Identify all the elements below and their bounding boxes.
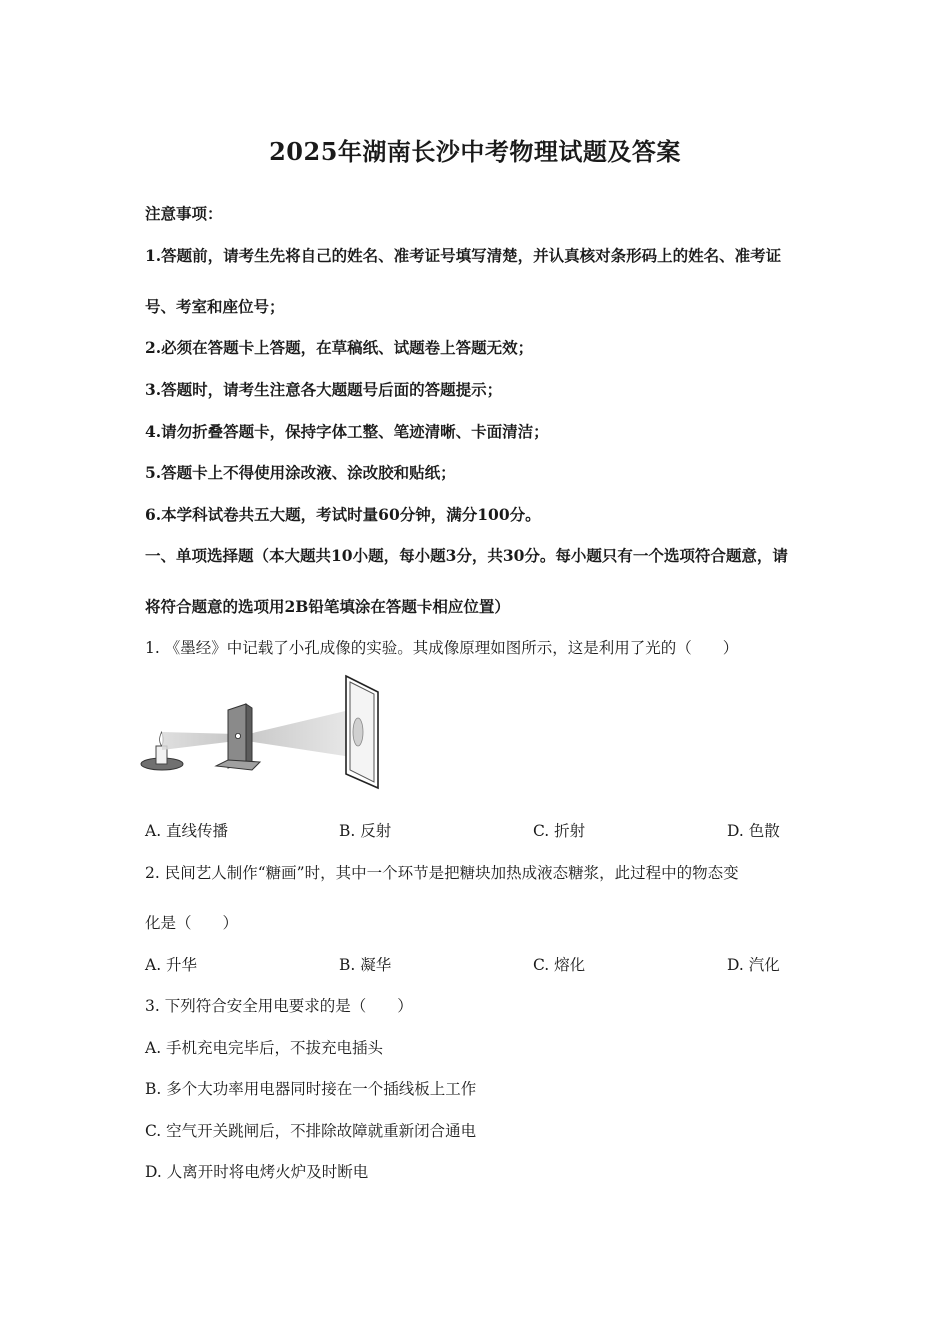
question-3-option-d: D. 人离开时将电烤火炉及时断电 — [145, 1163, 369, 1181]
question-2-option-c: C. 熔化 — [533, 956, 586, 974]
light-beam-left — [162, 732, 236, 750]
question-2-stem-cont: 化是（ ） — [145, 914, 239, 932]
question-3-option-a: A. 手机充电完毕后，不拔充电插头 — [145, 1039, 384, 1057]
question-1-option-d: D. 色散 — [727, 822, 780, 840]
section-1-heading: 一、单项选择题（本大题共10小题，每小题3分，共30分。每小题只有一个选项符合题意，请 — [145, 546, 788, 565]
question-3-option-b: B. 多个大功率用电器同时接在一个插线板上工作 — [145, 1080, 477, 1098]
question-2-option-d: D. 汽化 — [727, 956, 780, 974]
notice-item-1-cont: 号、考室和座位号； — [145, 297, 285, 316]
board-stand — [216, 760, 260, 770]
question-3-option-c: C. 空气开关跳闸后，不排除故障就重新闭合通电 — [145, 1122, 477, 1140]
inverted-image — [353, 718, 363, 746]
pinhole-camera-figure — [140, 670, 390, 792]
notice-item-4: 4.请勿折叠答题卡，保持字体工整、笔迹清晰、卡面清洁； — [145, 422, 549, 441]
question-2-option-b: B. 凝华 — [339, 956, 392, 974]
notice-item-6: 6.本学科试卷共五大题，考试时量60分钟，满分100分。 — [145, 505, 541, 524]
section-1-heading-cont: 将符合题意的选项用2B铅笔填涂在答题卡相应位置） — [145, 597, 510, 616]
question-1-option-a: A. 直线传播 — [145, 822, 229, 840]
pinhole — [235, 733, 240, 738]
notice-item-3: 3.答题时，请考生注意各大题题号后面的答题提示； — [145, 380, 503, 399]
notice-item-1: 1.答题前，请考生先将自己的姓名、准考证号填写清楚，并认真核对条形码上的姓名、准考证 — [145, 246, 782, 265]
document-title: 2025年湖南长沙中考物理试题及答案 — [269, 137, 681, 166]
question-3-stem: 3. 下列符合安全用电要求的是（ ） — [145, 997, 413, 1015]
question-1-stem: 1. 《墨经》中记载了小孔成像的实验。其成像原理如图所示，这是利用了光的（ ） — [145, 639, 739, 657]
question-1-option-c: C. 折射 — [533, 822, 586, 840]
light-beam-right — [240, 708, 358, 758]
question-2-option-a: A. 升华 — [145, 956, 198, 974]
notice-item-5: 5.答题卡上不得使用涂改液、涂改胶和贴纸； — [145, 463, 456, 482]
notice-heading: 注意事项： — [145, 204, 223, 223]
question-2-stem: 2. 民间艺人制作“糖画”时，其中一个环节是把糖块加热成液态糖浆，此过程中的物态变 — [145, 864, 739, 882]
question-1-option-b: B. 反射 — [339, 822, 392, 840]
notice-item-2: 2.必须在答题卡上答题，在草稿纸、试题卷上答题无效； — [145, 338, 534, 357]
